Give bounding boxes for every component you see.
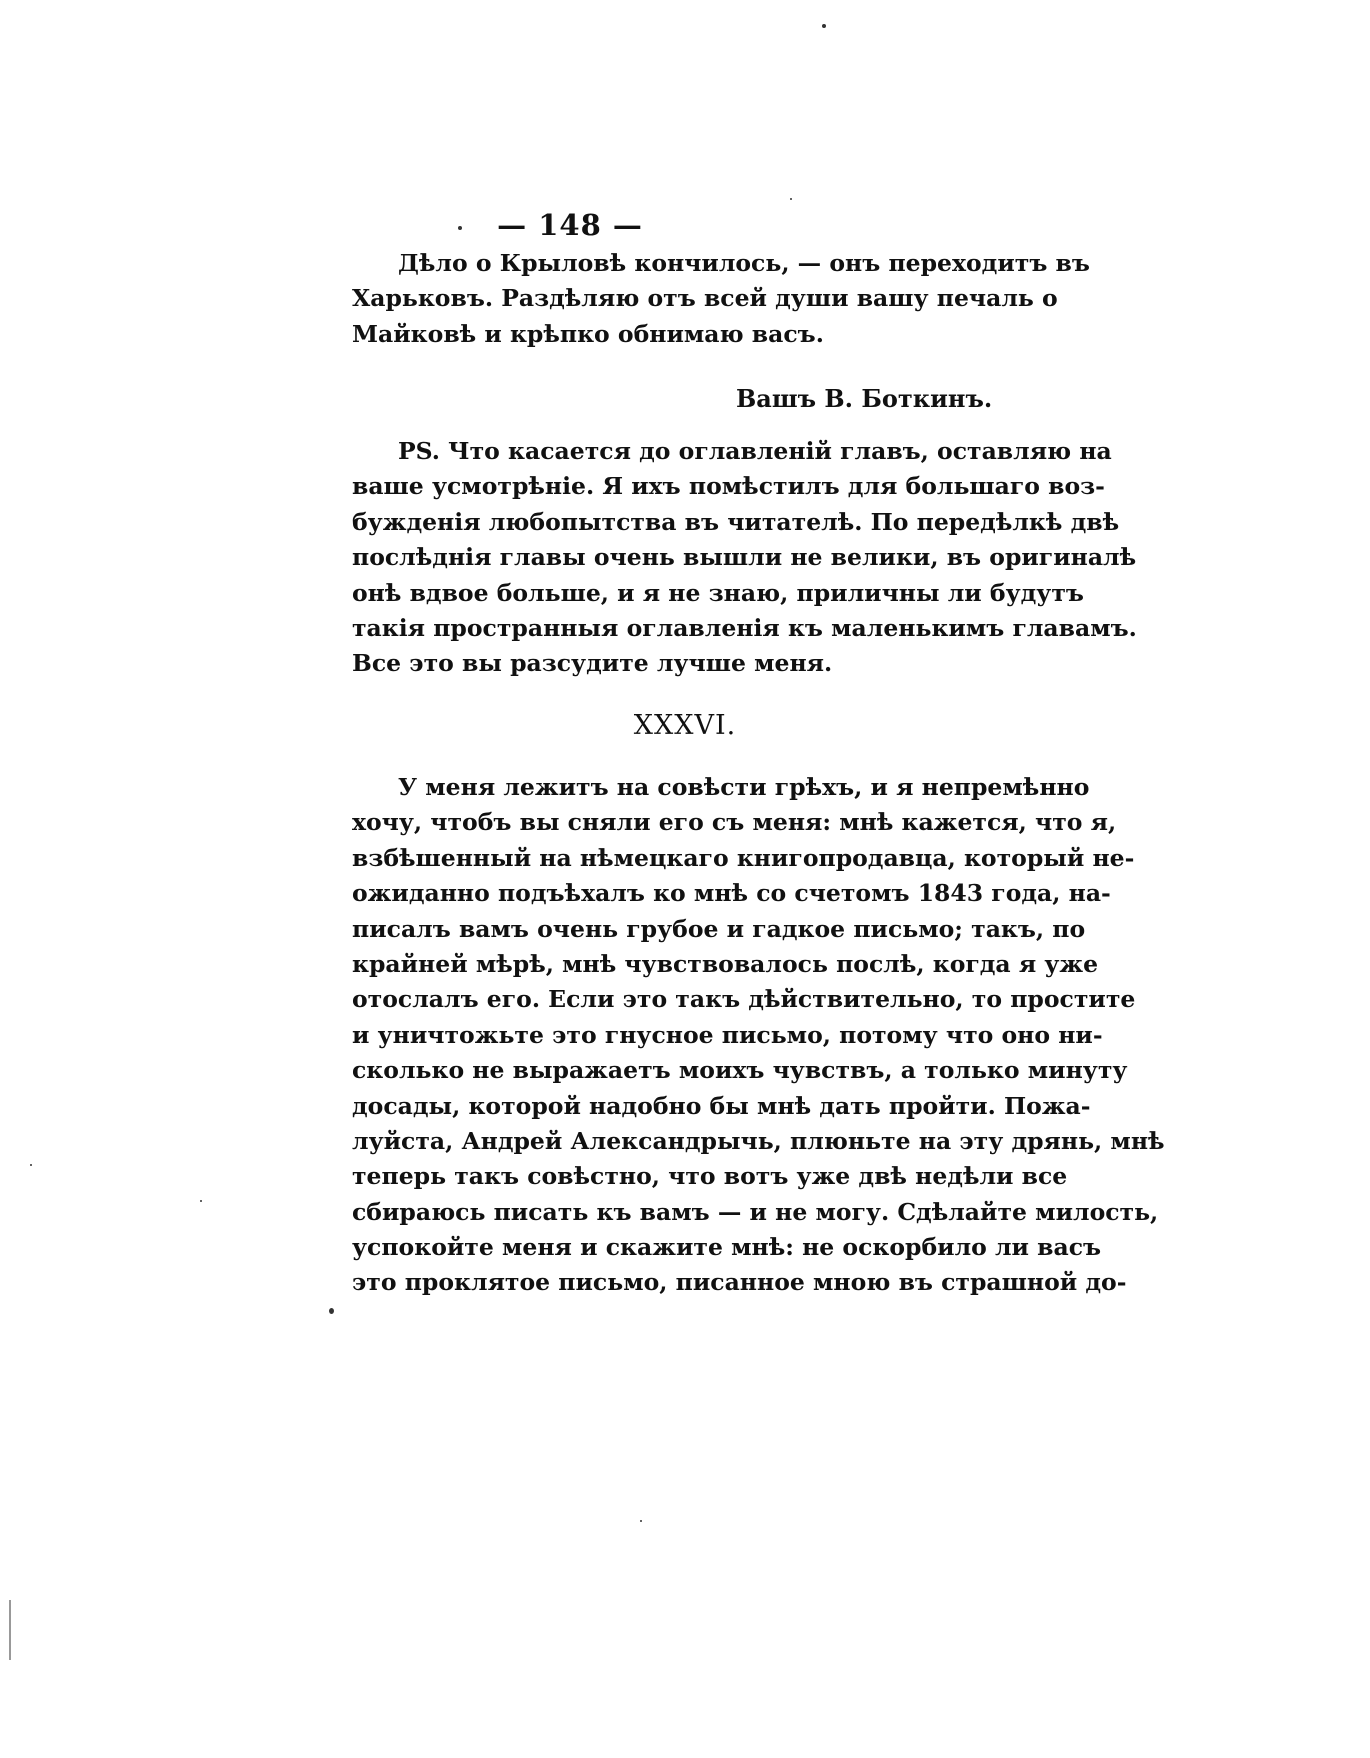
text-line: теперь такъ совѣстно, что вотъ уже двѣ недѣли все xyxy=(352,1162,1068,1191)
text-line: Дѣло о Крыловѣ кончилось, — онъ переходитъ въ xyxy=(398,249,1090,277)
text-line: Все это вы разсудите лучше меня. xyxy=(352,649,833,678)
text-line: Харьковъ. Раздѣляю отъ всей души вашу печаль о xyxy=(352,284,1058,313)
letter-closing-paragraph xyxy=(352,246,1090,352)
text-line: Майковѣ и крѣпко обнимаю васъ. xyxy=(352,319,824,348)
text-line: отослалъ его. Если это такъ дѣйствительно, то простите xyxy=(352,985,1136,1014)
chapter-heading: XXXVI. xyxy=(633,710,737,741)
text-line: У меня лежитъ на совѣсти грѣхъ, и я непремѣнно xyxy=(398,773,1090,801)
scan-speck xyxy=(640,1520,642,1522)
text-line: и уничтожьте это гнусное письмо, потому что оно ни- xyxy=(352,1020,1103,1049)
scan-speck xyxy=(9,1600,11,1660)
scan-speck xyxy=(822,24,826,28)
text-line: онѣ вдвое больше, и я не знаю, приличны ли будутъ xyxy=(352,578,1084,607)
scan-speck xyxy=(458,226,462,230)
chapter-paragraph xyxy=(352,770,1165,1301)
text-line: писалъ вамъ очень грубое и гадкое письмо; такъ, по xyxy=(352,914,1086,943)
text-line: такія пространныя оглавленія къ маленькимъ главамъ. xyxy=(352,613,1137,642)
text-line: досады, которой надобно бы мнѣ дать пройти. Пожа- xyxy=(352,1091,1091,1120)
text-line: сбираюсь писать къ вамъ — и не могу. Сдѣлайте милость, xyxy=(352,1197,1159,1226)
text-line: послѣднія главы очень вышли не велики, въ оригиналѣ xyxy=(352,543,1137,572)
text-line: успокойте меня и скажите мнѣ: не оскорбило ли васъ xyxy=(352,1233,1102,1262)
postscript-paragraph xyxy=(352,434,1137,682)
text-line: крайней мѣрѣ, мнѣ чувствовалось послѣ, когда я уже xyxy=(352,949,1099,978)
text-line: PS. Что касается до оглавленій главъ, оставляю на xyxy=(398,437,1112,465)
text-line: ваше усмотрѣніе. Я ихъ помѣстилъ для большаго воз- xyxy=(352,472,1105,501)
text-line: ожиданно подъѣхалъ ко мнѣ со счетомъ 1843 года, на- xyxy=(352,879,1111,908)
text-line: хочу, чтобъ вы сняли его съ меня: мнѣ кажется, что я, xyxy=(352,808,1117,837)
scan-speck xyxy=(790,198,792,200)
text-line: взбѣшенный на нѣмецкаго книгопродавца, который не- xyxy=(352,843,1135,872)
text-line: луйста, Андрей Александрычь, плюньте на эту дрянь, мнѣ xyxy=(352,1126,1165,1155)
page-number: — 148 — xyxy=(497,208,643,242)
scan-speck xyxy=(30,1164,32,1166)
text-line: бужденія любопытства въ читателѣ. По передѣлкѣ двѣ xyxy=(352,507,1120,536)
scan-speck xyxy=(200,1200,202,1202)
text-line: это проклятое письмо, писанное мною въ страшной до- xyxy=(352,1268,1127,1297)
scan-speck xyxy=(329,1308,334,1314)
letter-signature: Вашъ В. Боткинъ. xyxy=(736,384,993,413)
text-line: сколько не выражаетъ моихъ чувствъ, а только минуту xyxy=(352,1056,1128,1085)
